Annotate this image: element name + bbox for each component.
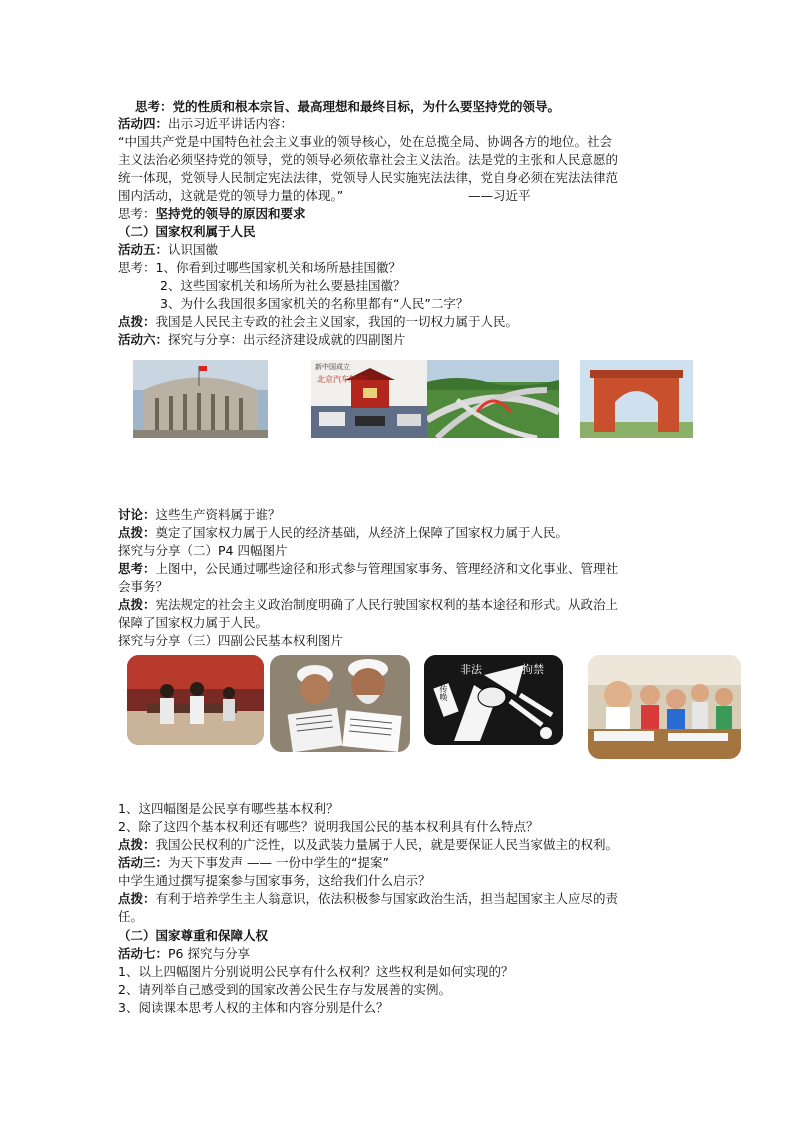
question-text: 上图中，公民通过哪些途径和形式参与管理国家事务、管理经济和文化事业、管理社 bbox=[155, 561, 619, 576]
hint-1 bbox=[118, 313, 518, 330]
highway-interchange-image bbox=[427, 360, 559, 438]
question-2: 2、这些国家机关和场所为社么要悬挂国徽？ bbox=[160, 278, 406, 293]
numbered-q-1: 1、这四幅图是公民享有哪些基本权利？ bbox=[118, 801, 339, 816]
hint-label: 点拨： bbox=[118, 837, 156, 852]
central-bank-building-image bbox=[133, 360, 268, 438]
think-line bbox=[118, 205, 306, 222]
activity-label: 活动四： bbox=[118, 116, 169, 131]
final-q-1: 1、以上四幅图片分别说明公民享有什么权利？这些权利是如何实现的？ bbox=[118, 964, 514, 979]
hint-2 bbox=[118, 524, 568, 541]
hint-text: 奠定了国家权力属于人民的经济基础，从经济上保障了国家权力属于人民。 bbox=[155, 525, 569, 540]
activity-label: 活动六： bbox=[118, 332, 169, 347]
hint-text: 我国公民权利的广泛性，以及武装力量属于人民，就是要保证人民当家做主的权利。 bbox=[155, 837, 619, 852]
activity-text: 探究与分享：出示经济建设成就的四副图片 bbox=[168, 332, 406, 347]
think-label: 思考： bbox=[118, 260, 156, 275]
numbered-q-2: 2、除了这四个基本权利还有哪些？说明我国公民的基本权利具有什么特点？ bbox=[118, 819, 539, 834]
tiananmen-auto-poster-image bbox=[311, 360, 429, 438]
hint-text: 宪法规定的社会主义政治制度明确了人民行驶国家权利的基本途径和形式。从政治上 bbox=[155, 597, 619, 612]
hint-text: 我国是人民民主专政的社会主义国家，我国的一切权力属于人民。 bbox=[155, 314, 519, 329]
activity-7-line bbox=[118, 945, 250, 962]
quote-line-1: “中国共产党是中国特色社会主义事业的领导核心，处在总揽全局、协调各方的地位。社会 bbox=[118, 134, 612, 149]
activity-text: 认识国徽 bbox=[168, 242, 219, 257]
discussion-text: 这些生产资料属于谁？ bbox=[155, 507, 281, 522]
final-q-2: 2、请列举自己感受到的国家改善公民生存与发展善的实例。 bbox=[118, 982, 451, 997]
discussion-line bbox=[118, 506, 281, 523]
cartoon-illegal-detention-image bbox=[424, 655, 563, 745]
poster-title-text: 北京汽车制造厂 bbox=[317, 375, 373, 384]
hint-label: 点拨： bbox=[118, 525, 156, 540]
explore-share-2: 探究与分享（二）P4 四幅图片 bbox=[118, 543, 288, 558]
hint-4 bbox=[118, 836, 618, 853]
activity-label: 活动三： bbox=[118, 855, 169, 870]
activity-4-line bbox=[118, 115, 293, 132]
think-party-leadership: 思考：党的性质和根本宗旨、最高理想和最终目标，为什么要坚持党的领导。 bbox=[135, 99, 561, 114]
section-heading-2: （二）国家权利属于人民 bbox=[118, 224, 256, 239]
quote-line-3: 统一体现，党领导人民制定宪法法律，党领导人民实施宪法法律，党自身必须在宪法法律范 bbox=[118, 170, 619, 185]
question-text: 1、你看到过哪些国家机关和场所悬挂国徽？ bbox=[155, 260, 401, 275]
think-text: 坚持党的领导的原因和要求 bbox=[155, 206, 306, 221]
cartoon-label-illegal: 非法 bbox=[460, 663, 482, 676]
question-3: 3、为什么我国很多国家机关的名称里都有“人民”二字？ bbox=[160, 296, 469, 311]
activity-text: P6 探究与分享 bbox=[168, 946, 250, 961]
hint-3-line-1 bbox=[118, 596, 618, 613]
activity-label: 活动七： bbox=[118, 946, 169, 961]
hint-label: 点拨： bbox=[118, 314, 156, 329]
poster-corner-text: 新中国成立 bbox=[315, 363, 350, 371]
student-proposal-question: 中学生通过撰写提案参与国家事务，这给我们什么启示？ bbox=[118, 873, 431, 888]
activity-text: 为天下事发声 —— 一份中学生的“提案” bbox=[168, 855, 389, 870]
hint-label: 点拨： bbox=[118, 597, 156, 612]
explore-share-3: 探究与分享（三）四副公民基本权利图片 bbox=[118, 633, 344, 648]
red-arch-gate-image bbox=[580, 360, 693, 438]
reading-elders-image bbox=[270, 655, 410, 752]
activity-text: 出示习近平讲话内容： bbox=[168, 116, 294, 131]
cartoon-label-detention: 拘禁 bbox=[522, 663, 544, 676]
hint-5-line-1 bbox=[118, 890, 618, 907]
section-heading-3: （二）国家尊重和保障人权 bbox=[118, 928, 269, 943]
cartoon-paper-text: 传唤 bbox=[439, 685, 448, 701]
think-label: 思考： bbox=[118, 561, 156, 576]
final-q-3: 3、阅读课本思考人权的主体和内容分别是什么？ bbox=[118, 1000, 389, 1015]
hint-5-line-2: 任。 bbox=[118, 909, 144, 924]
activity-3-line bbox=[118, 854, 389, 871]
explore-2-q-line-1 bbox=[118, 560, 618, 577]
activity-5-line bbox=[118, 241, 218, 258]
quote-line-4 bbox=[118, 187, 531, 204]
explore-2-q-line-2: 会事务？ bbox=[118, 579, 169, 594]
question-1 bbox=[118, 259, 401, 276]
think-label: 思考： bbox=[118, 206, 156, 221]
quote-line-2: 主义法治必须坚持党的领导，党的领导必须依靠社会主义法治。法是党的主张和人民意愿的 bbox=[118, 152, 619, 167]
hint-label: 点拨： bbox=[118, 891, 156, 906]
activity-6-line bbox=[118, 331, 406, 348]
hint-text: 有利于培养学生主人翁意识，依法积极参与国家政治生活，担当起国家主人应尽的责 bbox=[155, 891, 619, 906]
voting-scene-image bbox=[127, 655, 264, 745]
quote-author: ——习近平 bbox=[468, 188, 531, 203]
activity-label: 活动五： bbox=[118, 242, 169, 257]
hint-3-line-2: 保障了国家权力属于人民。 bbox=[118, 615, 269, 630]
discussion-label: 讨论： bbox=[118, 507, 156, 522]
classroom-children-image bbox=[588, 655, 741, 759]
quote-end: 围内活动，这就是党的领导力量的体现。” bbox=[118, 188, 344, 203]
